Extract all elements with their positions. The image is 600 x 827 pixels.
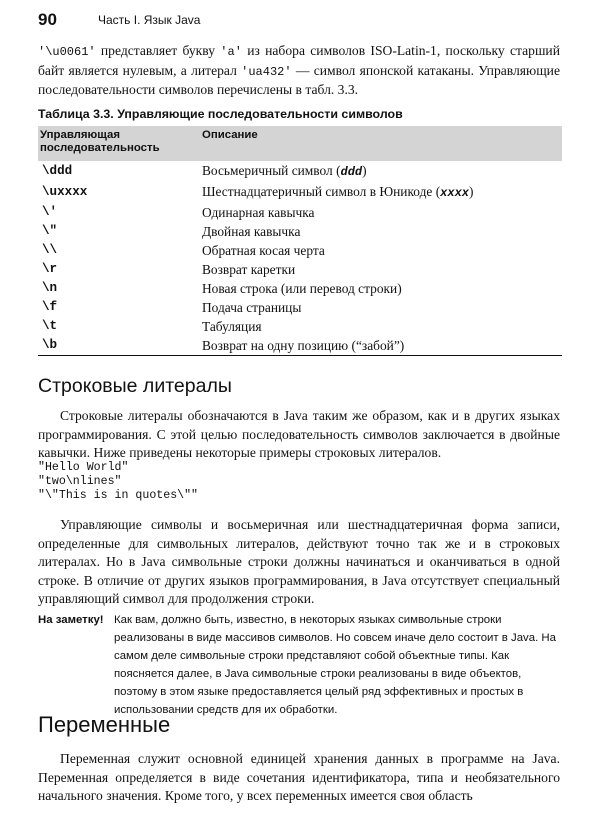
section-heading-string-literals: Строковые литералы xyxy=(38,375,232,397)
column-header-sequence: Управляющая последовательность xyxy=(40,129,160,154)
escape-sequence: \uxxxx xyxy=(42,185,88,199)
running-head: Часть I. Язык Java xyxy=(98,13,201,27)
escape-description: Новая строка (или перевод строки) xyxy=(202,281,402,296)
code-line: "\"This is in quotes\"" xyxy=(38,489,199,502)
table-row xyxy=(38,279,562,298)
escape-description: Табуляция xyxy=(202,319,262,334)
escape-description xyxy=(202,182,562,203)
code-ua432: 'ua432' xyxy=(241,64,292,79)
description-text: Шестнадцатеричный символ в Юникоде ( xyxy=(202,184,441,199)
note-label: На заметку! xyxy=(38,614,104,626)
strings-paragraph-1: Строковые литералы обозначаются в Java таким же образом, как и в других языках программирования. С этой целью последовательность символов заключается в двойные кавычки. Ниже приведены некоторые примеры строковых литералов. xyxy=(38,408,560,461)
code-unicode-literal: '\u0061' xyxy=(38,45,96,59)
table-header-row xyxy=(38,126,562,161)
intro-text-2: из набора символов ISO-Latin-1, поскольку старший байт является нулевым, а литерал xyxy=(38,43,560,78)
escape-sequence: \f xyxy=(42,300,58,314)
escape-sequences-table xyxy=(38,126,562,356)
column-header-description: Описание xyxy=(202,129,258,141)
escape-description: Возврат каретки xyxy=(202,262,296,277)
escape-description: Двойная кавычка xyxy=(202,224,301,239)
page-number: 90 xyxy=(38,10,57,29)
description-end: ) xyxy=(362,163,367,178)
escape-sequence: \r xyxy=(42,262,58,276)
table-row xyxy=(38,203,562,222)
table-row xyxy=(38,336,562,356)
variables-paragraph: Переменная служит основной единицей хранения данных в программе на Java. Переменная определяется в виде сочетания идентификатора, типа и необязательного начального значения. Кроме того, у всех переменных имеется своя область xyxy=(38,751,560,804)
escape-description: Возврат на одну позицию (“забой”) xyxy=(202,338,405,353)
escape-sequence: \\ xyxy=(42,243,58,257)
escape-sequence: \b xyxy=(42,338,58,352)
intro-text-1: представляет букву xyxy=(95,43,221,58)
table-row xyxy=(38,317,562,336)
page-header xyxy=(38,10,57,30)
escape-sequence: \t xyxy=(42,319,58,333)
strings-paragraph-2: Управляющие символы и восьмеричная или шестнадцатеричная форма записи, определенные для символьных литералов, действуют точно так же и в строковых литералах. Но в Java символьные строки должны начинаться и оканчиваться в одной строке. В отличие от других языков программирования, в Java отсутствует специальный управляющий символ для продолжения строки. xyxy=(38,517,560,607)
description-end: ) xyxy=(468,184,474,199)
code-example xyxy=(38,461,198,503)
escape-sequence: \' xyxy=(42,205,58,219)
code-line: "Hello World" xyxy=(38,461,129,474)
escape-sequence: \n xyxy=(42,281,58,295)
table-row xyxy=(38,222,562,241)
table-row xyxy=(38,161,562,182)
intro-paragraph xyxy=(38,42,560,100)
table-row xyxy=(38,182,562,203)
escape-sequence: \ddd xyxy=(42,164,73,178)
note-text: Как вам, должно быть, известно, в некоторых языках символьные строки реализованы в виде массивов символов. Но совсем иначе дело состоит в Java. На самом деле символьные строки представляют собой объектные типы. Как поясняется далее, в Java символьные строки реализованы в виде объектов, поэтому в этом языке предоставляется целый ряд эффективных и простых в использовании средств для их обработки. xyxy=(114,614,556,716)
note-box xyxy=(38,611,560,719)
escape-description: Одинарная кавычка xyxy=(202,205,315,220)
table-caption: Таблица 3.3. Управляющие последовательности символов xyxy=(38,107,403,121)
escape-description xyxy=(202,161,562,182)
description-text: Восьмеричный символ ( xyxy=(202,163,341,178)
escape-description: Обратная косая черта xyxy=(202,243,325,258)
intro-text-3: — символ японской катаканы. Управляющие последовательности символов перечислены в табл. 3.3. xyxy=(38,62,560,98)
description-arg: xxxx xyxy=(440,186,469,200)
escape-sequence: \" xyxy=(42,224,58,238)
table-row xyxy=(38,241,562,260)
table-row xyxy=(38,298,562,317)
code-line: "two\nlines" xyxy=(38,475,122,488)
description-arg: ddd xyxy=(340,165,363,179)
table-row xyxy=(38,260,562,279)
section-heading-variables: Переменные xyxy=(38,712,171,737)
escape-description: Подача страницы xyxy=(202,300,302,315)
code-char-a: 'a' xyxy=(220,45,242,59)
